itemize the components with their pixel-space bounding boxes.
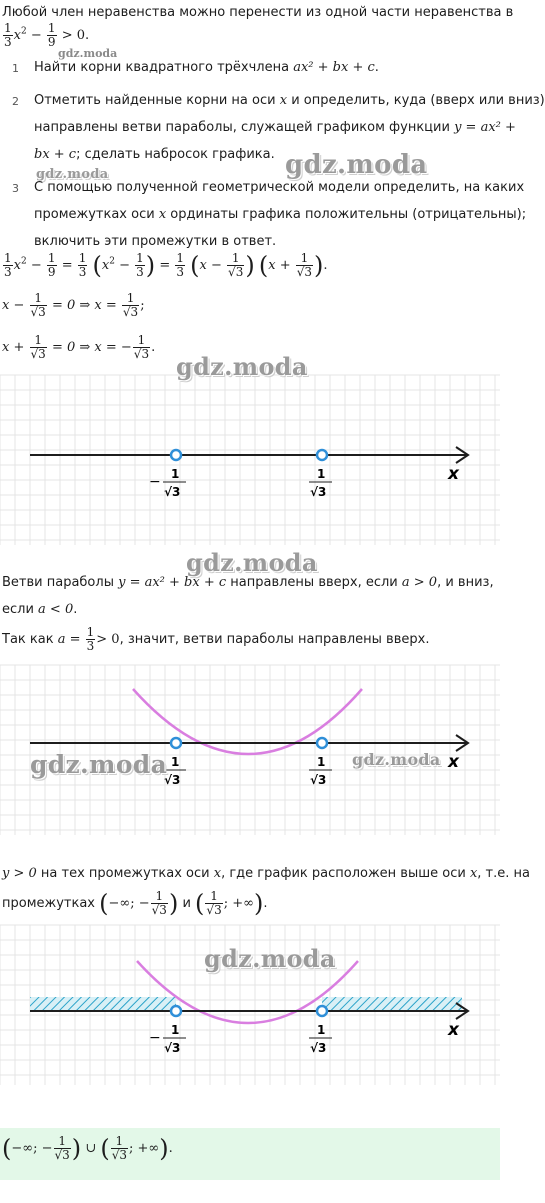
x-axis-label: x [448,752,459,772]
watermark-small: gdz.moda [58,47,118,60]
root-right-den: √3 [310,485,327,499]
watermark-1: gdz.moda [285,150,428,180]
watermark-5: gdz.moda [352,750,441,769]
interval-text-1: y > 0 на тех промежутках оси x, где график расположен выше оси x, т.е. на [2,866,530,881]
hatch-right [322,997,462,1011]
intro-inequality: $\frac{1}{3}$ $x^2$ − $\frac{1}{9}$ > 0. [4,21,90,49]
neg-sign: − [149,474,161,490]
graph-roots [0,375,500,545]
root-point-left [171,738,181,748]
factorization: $\frac{1}{3}$ $x^2$ − $\frac{1}{9}$ = $\frac{1}{3}$ ($x^2$ − $\frac{1}{3}$ ) = $\frac{1}{3}$ (x − $\frac{1}{√3}$ ) (x + $\frac{1}{√3}$ ). [4,251,328,280]
hatch-left [30,997,176,1011]
answer-box [0,1128,500,1180]
root-1: x − $\frac{1}{√3}$ = 0 ⇒ x = $\frac{1}{√3}$ ; [2,291,145,319]
watermark-4: gdz.moda [30,750,168,779]
x-axis-label: x [448,464,459,484]
step-3: 3 С помощью полученной геометрической модели определить, на каких промежутках оси x ординаты графика положительны (отрицательны); включить эти промежутки в ответ. [12,180,527,249]
grid [0,375,500,545]
root-left-num: 1 [171,467,180,481]
root-point-right [317,1006,327,1016]
root-point-right [317,450,327,460]
root-point-left [171,1006,181,1016]
root-left-den: √3 [164,773,181,787]
root-left-num: 1 [171,755,180,769]
intro-text: Любой член неравенства можно перенести из одной части неравенства в [2,5,514,20]
watermark-2: gdz.moda [176,352,308,381]
watermark-3: gdz.moda [186,548,318,577]
root-2: x + $\frac{1}{√3}$ = 0 ⇒ x = − $\frac{1}{√3}$ . [2,333,156,361]
root-left-num: 1 [171,1023,180,1037]
root-right-num: 1 [317,1023,326,1037]
interval-text-2: промежутках (−∞; − $\frac{1}{√3}$ ) и ( $\frac{1}{√3}$ ; +∞). [2,889,268,918]
since-text: Так как a = $\frac{1}{3}$ > 0, значит, ветви параболы направлены вверх. [2,625,430,653]
watermark-small-2: gdz.moda [36,167,109,182]
root-right-den: √3 [310,773,327,787]
branch-text-1: Ветви параболы y = ax² + bx + c направлены вверх, если a > 0, и вниз, [2,575,494,590]
root-point-right [317,738,327,748]
answer-text: (−∞; − $\frac{1}{√3}$ ) ∪ ( $\frac{1}{√3}$ ; +∞). [2,1134,173,1163]
watermark-6: gdz.moda [204,944,336,973]
step-1: 1 Найти корни квадратного трёхчлена ax² + bx + c. [12,60,379,75]
neg-sign: − [149,1030,161,1046]
x-axis-label: x [448,1020,459,1040]
step-2: 2 Отметить найденные корни на оси x и определить, куда (вверх или вниз) направлены ветви параболы, служащей графиком функции y = ax² + bx + c; сделать набросок графика. [12,93,545,162]
root-right-den: √3 [310,1041,327,1055]
root-right-num: 1 [317,467,326,481]
root-right-num: 1 [317,755,326,769]
graph-roots-svg [0,375,500,545]
root-left-den: √3 [164,485,181,499]
root-left-den: √3 [164,1041,181,1055]
branch-text-2: если a < 0. [2,602,78,617]
root-point-left [171,450,181,460]
